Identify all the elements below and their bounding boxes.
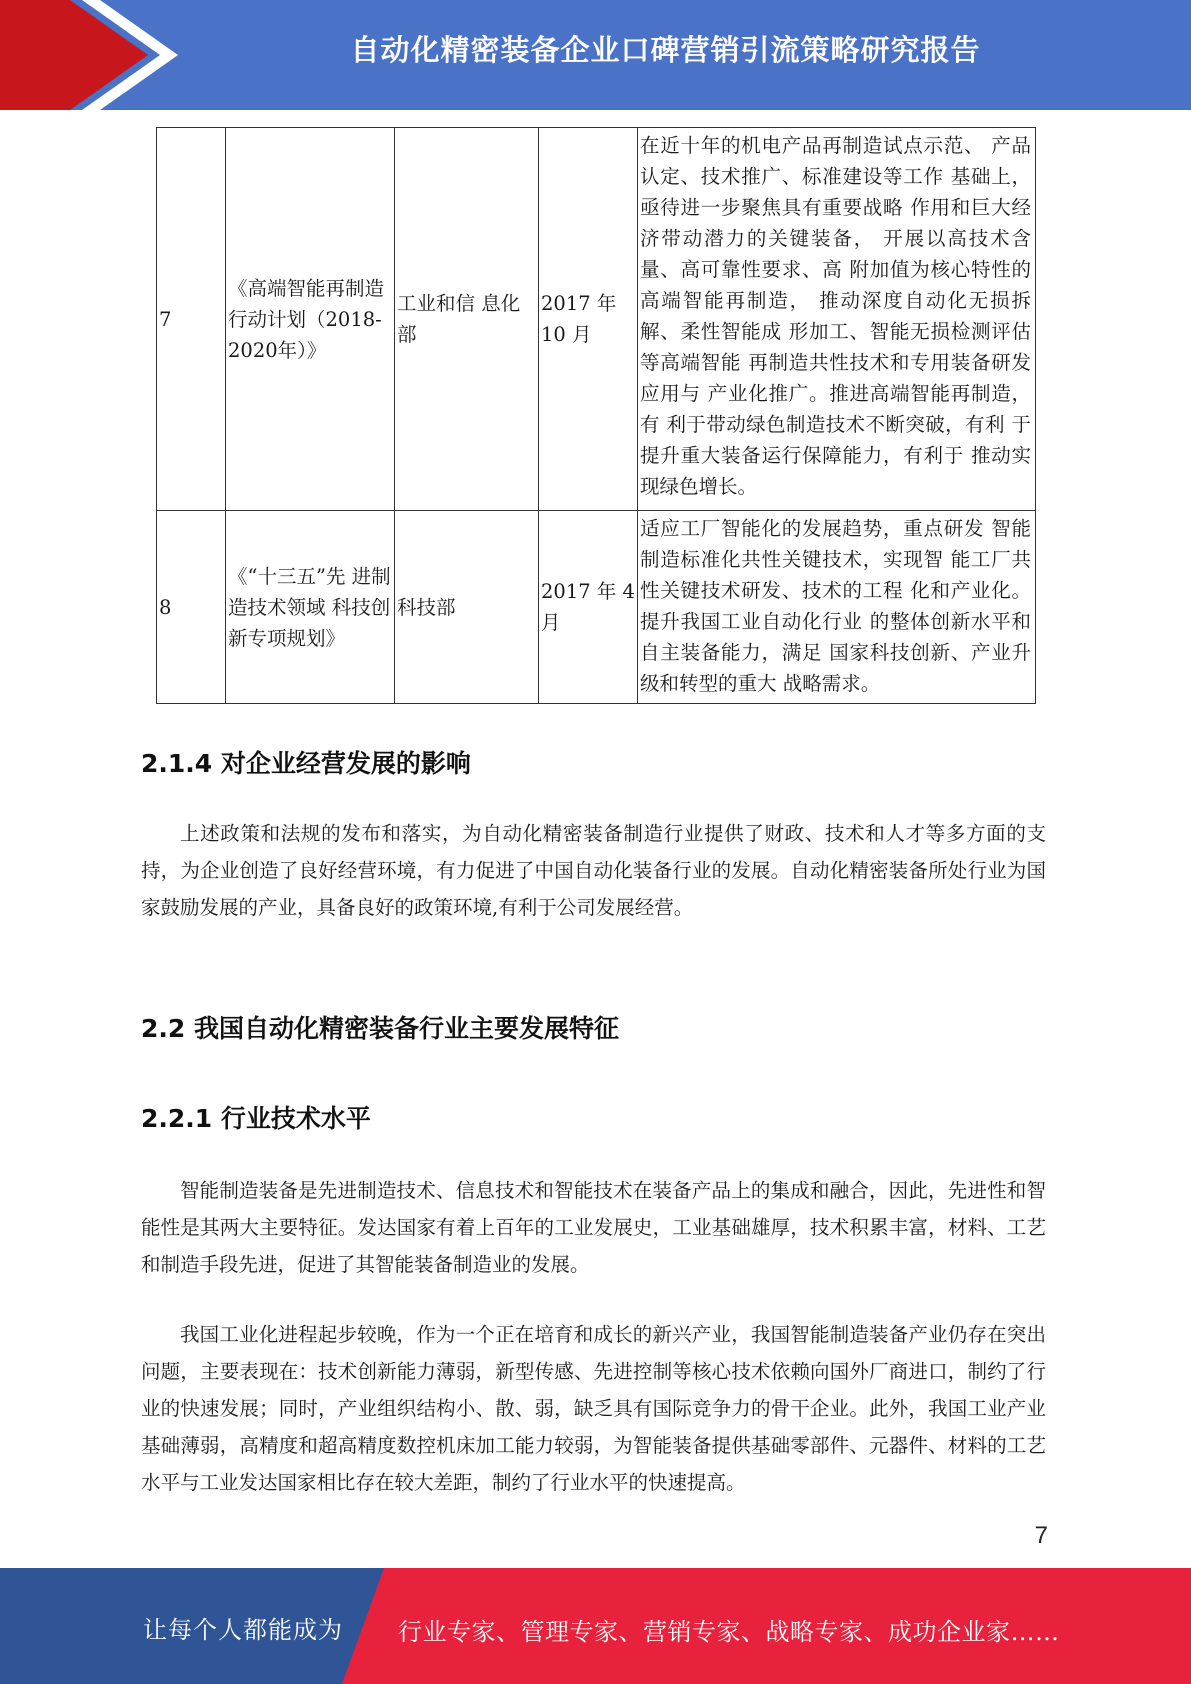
section-heading-2-2: 2.2 我国自动化精密装备行业主要发展特征 xyxy=(141,1014,619,1043)
page-number: 7 xyxy=(1034,1522,1048,1549)
issue-date: 2017 年 4 月 xyxy=(539,511,638,704)
policy-table xyxy=(156,127,1036,704)
policy-content: 适应工厂智能化的发展趋势，重点研发 智能制造标准化共性关键技术，实现智 能工厂共性关键技术研发、技术的工程 化和产业化。提升我国工业自动化行业 的整体创新水平和自主装备能力，满足 国家科技创新、产业升级和转型的重大 战略需求。 xyxy=(638,511,1036,704)
footer-slogan-left: 让每个人都能成为 xyxy=(143,1616,343,1644)
page-footer xyxy=(0,1568,1191,1684)
policy-content: 在近十年的机电产品再制造试点示范、 产品认定、技术推广、标准建设等工作 基础上，亟待进一步聚焦具有重要战略 作用和巨大经济带动潜力的关键装备， 开展以高技术含量、高可靠性要求、高 附加值为核心特性的高端智能再制造， 推动深度自动化无损拆解、柔性智能成 形加工、智能无损检测评估等高端智能 再制造共性技术和专用装备研发应用与 产业化推广。推进高端智能再制造，有 利于带动绿色制造技术不断突破，有利 于提升重大装备运行保障能力，有利于 推动实现绿色增长。 xyxy=(638,128,1036,511)
table-row xyxy=(157,128,1036,511)
issuing-department: 科技部 xyxy=(395,511,539,704)
table-row xyxy=(157,511,1036,704)
section-heading-2-2-1: 2.2.1 行业技术水平 xyxy=(141,1104,371,1133)
section-heading-2-1-4: 2.1.4 对企业经营发展的影响 xyxy=(141,749,471,778)
section-paragraph: 我国工业化进程起步较晚，作为一个正在培育和成长的新兴产业，我国智能制造装备产业仍存在突出问题，主要表现在：技术创新能力薄弱，新型传感、先进控制等核心技术依赖向国外厂商进口，制约了行业的快速发展；同时，产业组织结构小、散、弱，缺乏具有国际竞争力的骨干企业。此外，我国工业产业基础薄弱，高精度和超高精度数控机床加工能力较弱，为智能装备提供基础零部件、元器件、材料的工艺水平与工业发达国家相比存在较大差距，制约了行业水平的快速提高。 xyxy=(141,1323,1046,1494)
issuing-department: 工业和信 息化部 xyxy=(395,128,539,511)
report-title: 自动化精密装备企业口碑营销引流策略研究报告 xyxy=(350,33,981,67)
footer-slogan-right: 行业专家、管理专家、营销专家、战略专家、成功企业家…… xyxy=(398,1618,1060,1646)
section-paragraph: 上述政策和法规的发布和落实，为自动化精密装备制造行业提供了财政、技术和人才等多方面的支持，为企业创造了良好经营环境，有力促进了中国自动化装备行业的发展。自动化精密装备所处行业为国家鼓励发展的产业，具备良好的政策环境,有利于公司发展经营。 xyxy=(141,822,1046,919)
row-number: 7 xyxy=(157,128,226,511)
policy-name: 《高端智能再制造行动计划（2018-2020年）》 xyxy=(226,128,395,511)
page-header xyxy=(0,0,1191,110)
row-number: 8 xyxy=(157,511,226,704)
policy-name: 《“十三五”先 进制造技术领域 科技创新专项规划》 xyxy=(226,511,395,704)
issue-date: 2017 年 10 月 xyxy=(539,128,638,511)
section-paragraph: 智能制造装备是先进制造技术、信息技术和智能技术在装备产品上的集成和融合，因此，先进性和智能性是其两大主要特征。发达国家有着上百年的工业发展史，工业基础雄厚，技术积累丰富，材料、工艺和制造手段先进，促进了其智能装备制造业的发展。 xyxy=(141,1179,1046,1276)
